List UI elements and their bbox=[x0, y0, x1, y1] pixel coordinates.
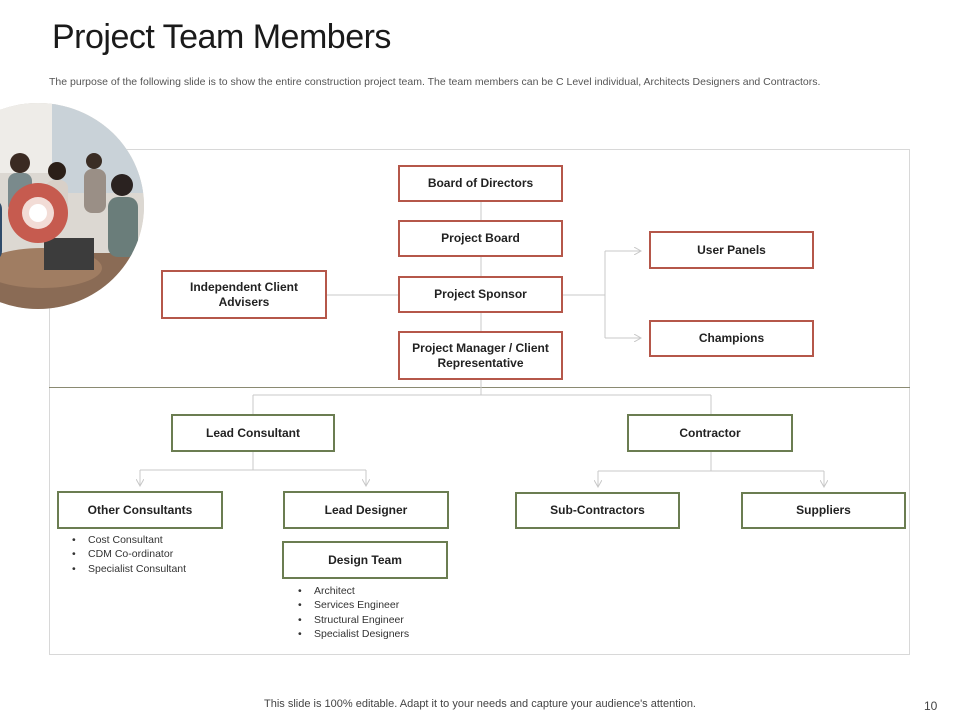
box-design-team: Design Team bbox=[282, 541, 448, 579]
box-project-board: Project Board bbox=[398, 220, 563, 257]
slide-subtitle: The purpose of the following slide is to show the entire construction project team. The team members can be C Level individual, Architects Designers and Contractors. bbox=[49, 76, 821, 88]
other-consultants-list bbox=[70, 533, 186, 576]
list-item: • Specialist Consultant bbox=[70, 562, 186, 576]
list-item: • Architect bbox=[296, 584, 409, 598]
list-item: • Services Engineer bbox=[296, 598, 409, 612]
box-independent-advisers: Independent Client Advisers bbox=[161, 270, 327, 319]
list-item: • Structural Engineer bbox=[296, 613, 409, 627]
list-item: • CDM Co-ordinator bbox=[70, 547, 186, 561]
box-user-panels: User Panels bbox=[649, 231, 814, 269]
box-other-consultants: Other Consultants bbox=[57, 491, 223, 529]
box-sub-contractors: Sub-Contractors bbox=[515, 492, 680, 529]
box-project-sponsor: Project Sponsor bbox=[398, 276, 563, 313]
slide-title: Project Team Members bbox=[52, 18, 391, 56]
box-suppliers: Suppliers bbox=[741, 492, 906, 529]
list-item: • Cost Consultant bbox=[70, 533, 186, 547]
footer-note: This slide is 100% editable. Adapt it to your needs and capture your audience's attention. bbox=[264, 698, 696, 710]
box-project-manager: Project Manager / Client Representative bbox=[398, 331, 563, 380]
box-contractor: Contractor bbox=[627, 414, 793, 452]
box-lead-designer: Lead Designer bbox=[283, 491, 449, 529]
box-lead-consultant: Lead Consultant bbox=[171, 414, 335, 452]
list-item: • Specialist Designers bbox=[296, 627, 409, 641]
box-champions: Champions bbox=[649, 320, 814, 357]
page-number: 10 bbox=[924, 699, 938, 713]
design-team-list bbox=[296, 584, 409, 641]
box-board-of-directors: Board of Directors bbox=[398, 165, 563, 202]
